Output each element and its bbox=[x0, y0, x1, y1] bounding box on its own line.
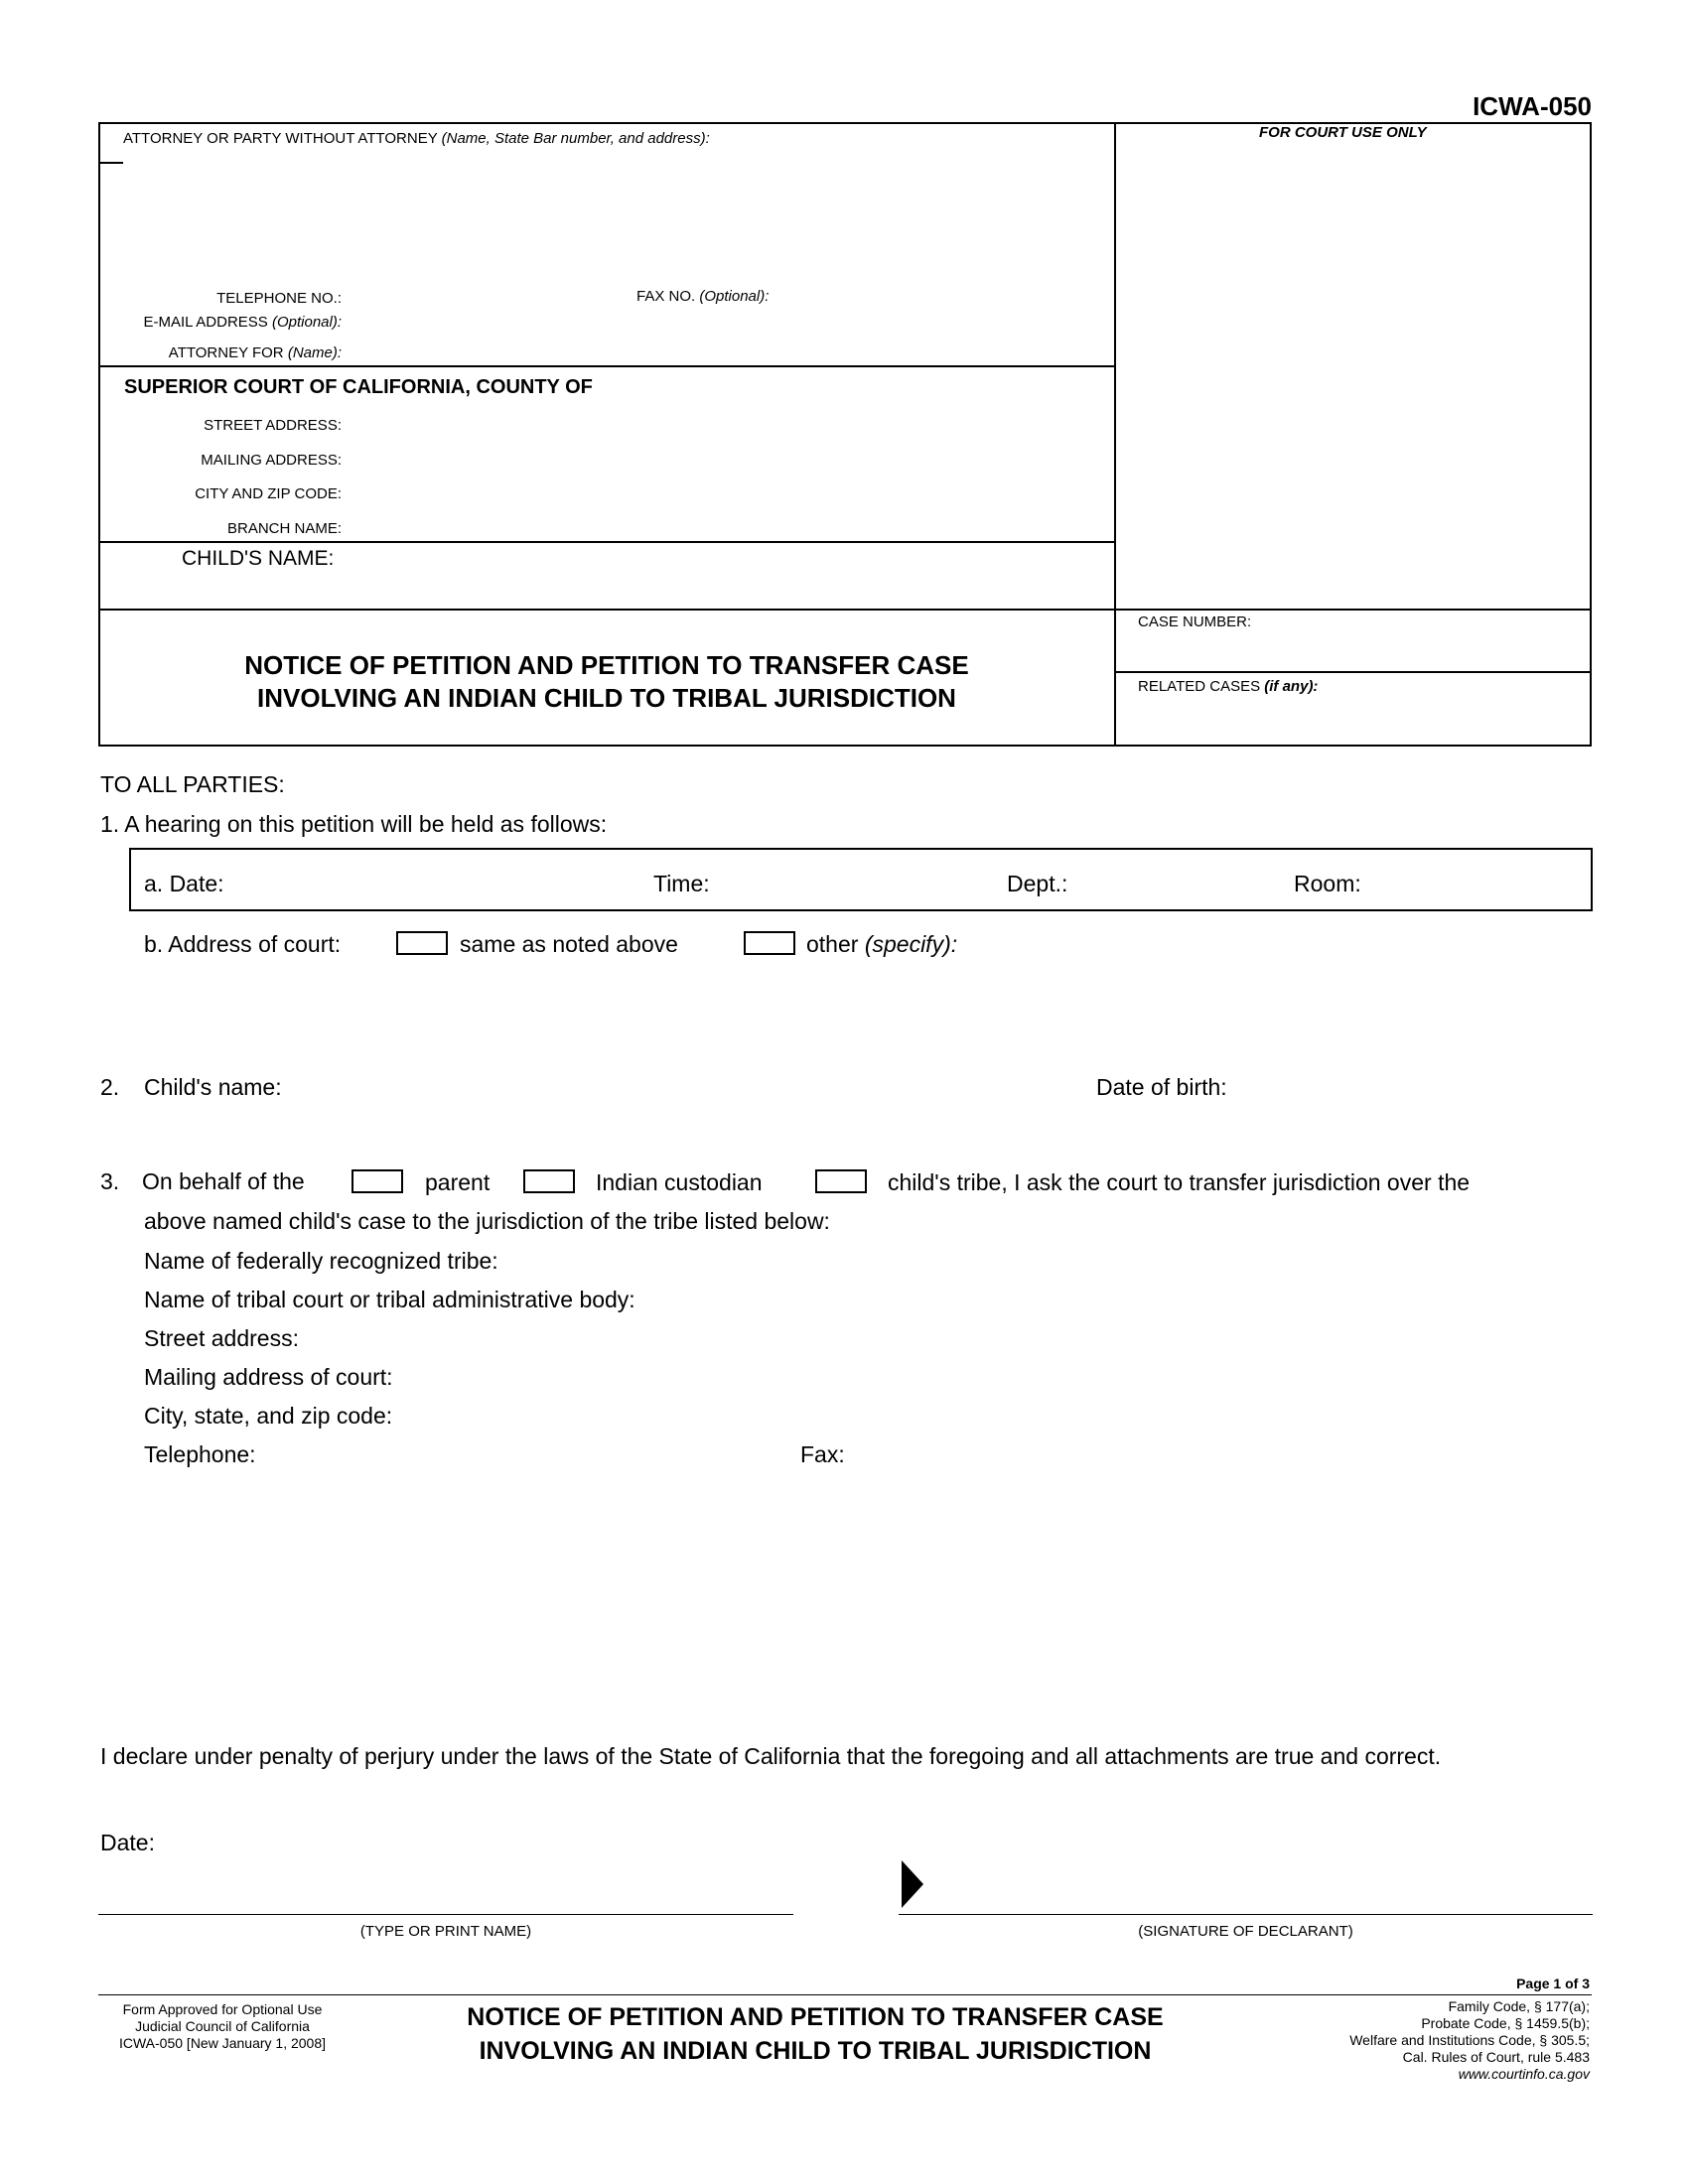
footer-title-line2: INVOLVING AN INDIAN CHILD TO TRIBAL JURISDICTION bbox=[479, 2037, 1152, 2065]
declaration-text: I declare under penalty of perjury under the laws of the State of California that the foregoing and all attachments are true and correct. bbox=[100, 1743, 1442, 1769]
tribe-city-label[interactable]: City, state, and zip code: bbox=[144, 1403, 393, 1429]
same-as-above-label: same as noted above bbox=[460, 931, 678, 957]
footer-code2: Probate Code, § 1459.5(b); bbox=[1421, 2015, 1590, 2031]
indian-custodian-checkbox[interactable] bbox=[523, 1169, 575, 1193]
attorney-mark bbox=[99, 162, 123, 164]
other-address-checkbox[interactable] bbox=[744, 931, 795, 955]
footer-codes bbox=[1349, 1998, 1590, 2083]
caption-divider-v bbox=[1114, 122, 1116, 747]
related-cases-label: RELATED CASES (if any): bbox=[1138, 678, 1319, 695]
city-zip-label: CITY AND ZIP CODE: bbox=[195, 485, 342, 502]
childs-tribe-label: child's tribe, I ask the court to transfer jurisdiction over the bbox=[888, 1169, 1471, 1195]
attorney-for-label: ATTORNEY FOR (Name): bbox=[168, 344, 342, 361]
caption-divider-child bbox=[98, 541, 1115, 543]
footer-rule bbox=[98, 1994, 1592, 1995]
same-as-above-checkbox[interactable] bbox=[396, 931, 448, 955]
footer-code4: Cal. Rules of Court, rule 5.483 bbox=[1402, 2049, 1590, 2065]
caption-divider-related bbox=[1114, 671, 1591, 673]
form-title-line2: INVOLVING AN INDIAN CHILD TO TRIBAL JURISDICTION bbox=[257, 683, 956, 713]
footer-approved-line3: ICWA-050 [New January 1, 2008] bbox=[118, 2035, 327, 2051]
attorney-for-hint: (Name): bbox=[287, 344, 342, 361]
other-address-hint: (specify): bbox=[864, 931, 958, 957]
footer-code3: Welfare and Institutions Code, § 305.5; bbox=[1349, 2032, 1590, 2048]
hearing-box bbox=[129, 848, 1593, 911]
footer-website[interactable]: www.courtinfo.ca.gov bbox=[1458, 2066, 1590, 2082]
item3-line2: above named child's case to the jurisdiction of the tribe listed below: bbox=[144, 1208, 830, 1234]
form-title-line1: NOTICE OF PETITION AND PETITION TO TRANSFER CASE bbox=[244, 650, 969, 680]
item1-text: 1. A hearing on this petition will be held as follows: bbox=[100, 811, 608, 837]
footer-approved bbox=[98, 2001, 347, 2052]
footer-approved-line2: Judicial Council of California bbox=[135, 2018, 310, 2034]
court-name: SUPERIOR COURT OF CALIFORNIA, COUNTY OF bbox=[124, 376, 593, 398]
signature-arrow-icon bbox=[900, 1858, 927, 1910]
tribe-name-label[interactable]: Name of federally recognized tribe: bbox=[144, 1248, 498, 1274]
attorney-hint: (Name, State Bar number, and address): bbox=[441, 130, 710, 147]
to-all-parties: TO ALL PARTIES: bbox=[100, 771, 285, 797]
case-number-label: CASE NUMBER: bbox=[1138, 614, 1252, 630]
tribe-street-label[interactable]: Street address: bbox=[144, 1325, 299, 1351]
hearing-time-label[interactable]: Time: bbox=[653, 871, 710, 896]
tribe-fax-label[interactable]: Fax: bbox=[800, 1441, 845, 1467]
tribe-mailing-label[interactable]: Mailing address of court: bbox=[144, 1364, 393, 1390]
item2-date-of-birth[interactable]: Date of birth: bbox=[1096, 1074, 1227, 1100]
fax-label: FAX NO. (Optional): bbox=[636, 288, 770, 305]
hearing-dept-label[interactable]: Dept.: bbox=[1007, 871, 1068, 896]
page-number: Page 1 of 3 bbox=[1516, 1976, 1590, 1991]
item2-number: 2. bbox=[100, 1074, 120, 1100]
hearing-room-label[interactable]: Room: bbox=[1294, 871, 1361, 896]
item3-number: 3. bbox=[100, 1168, 120, 1194]
signature-date-label[interactable]: Date: bbox=[100, 1830, 155, 1855]
item2-childs-name[interactable]: Child's name: bbox=[144, 1074, 282, 1100]
footer-title-line1: NOTICE OF PETITION AND PETITION TO TRANSFER CASE bbox=[467, 2003, 1164, 2031]
email-hint: (Optional): bbox=[271, 314, 342, 331]
email-label: E-MAIL ADDRESS (Optional): bbox=[143, 314, 342, 331]
signature-line bbox=[899, 1914, 1593, 1915]
court-use-label: FOR COURT USE ONLY bbox=[1259, 124, 1427, 141]
form-id: ICWA-050 bbox=[1473, 91, 1592, 121]
hearing-date-label[interactable]: a. Date: bbox=[144, 871, 224, 896]
footer-approved-line1: Form Approved for Optional Use bbox=[122, 2001, 323, 2017]
address-of-court-label: b. Address of court: bbox=[144, 931, 342, 957]
on-behalf-label: On behalf of the bbox=[142, 1168, 305, 1194]
tribal-court-label[interactable]: Name of tribal court or tribal administrative body: bbox=[144, 1287, 635, 1312]
form-title bbox=[99, 649, 1114, 715]
footer-code1: Family Code, § 177(a); bbox=[1448, 1998, 1590, 2014]
telephone-label: TELEPHONE NO.: bbox=[216, 290, 342, 307]
other-address-label: other (specify): bbox=[806, 931, 958, 957]
signature-caption: (SIGNATURE OF DECLARANT) bbox=[1138, 1923, 1353, 1940]
print-name-caption: (TYPE OR PRINT NAME) bbox=[359, 1923, 532, 1940]
print-name-line bbox=[98, 1914, 793, 1915]
branch-name-label: BRANCH NAME: bbox=[226, 520, 342, 537]
street-address-label: STREET ADDRESS: bbox=[204, 417, 342, 434]
parent-label: parent bbox=[425, 1169, 491, 1195]
mailing-address-label: MAILING ADDRESS: bbox=[201, 452, 342, 469]
related-cases-hint: (if any): bbox=[1264, 678, 1319, 695]
childs-tribe-checkbox[interactable] bbox=[815, 1169, 867, 1193]
footer-title bbox=[399, 2000, 1231, 2068]
parent-checkbox[interactable] bbox=[352, 1169, 403, 1193]
attorney-label: ATTORNEY OR PARTY WITHOUT ATTORNEY (Name, State Bar number, and address): bbox=[123, 130, 710, 147]
childs-name-label: CHILD'S NAME: bbox=[182, 547, 335, 570]
fax-hint: (Optional): bbox=[699, 288, 770, 305]
caption-divider-title bbox=[98, 609, 1592, 611]
caption-divider-court bbox=[98, 365, 1115, 367]
tribe-telephone-label[interactable]: Telephone: bbox=[144, 1441, 256, 1467]
indian-custodian-label: Indian custodian bbox=[596, 1169, 763, 1195]
